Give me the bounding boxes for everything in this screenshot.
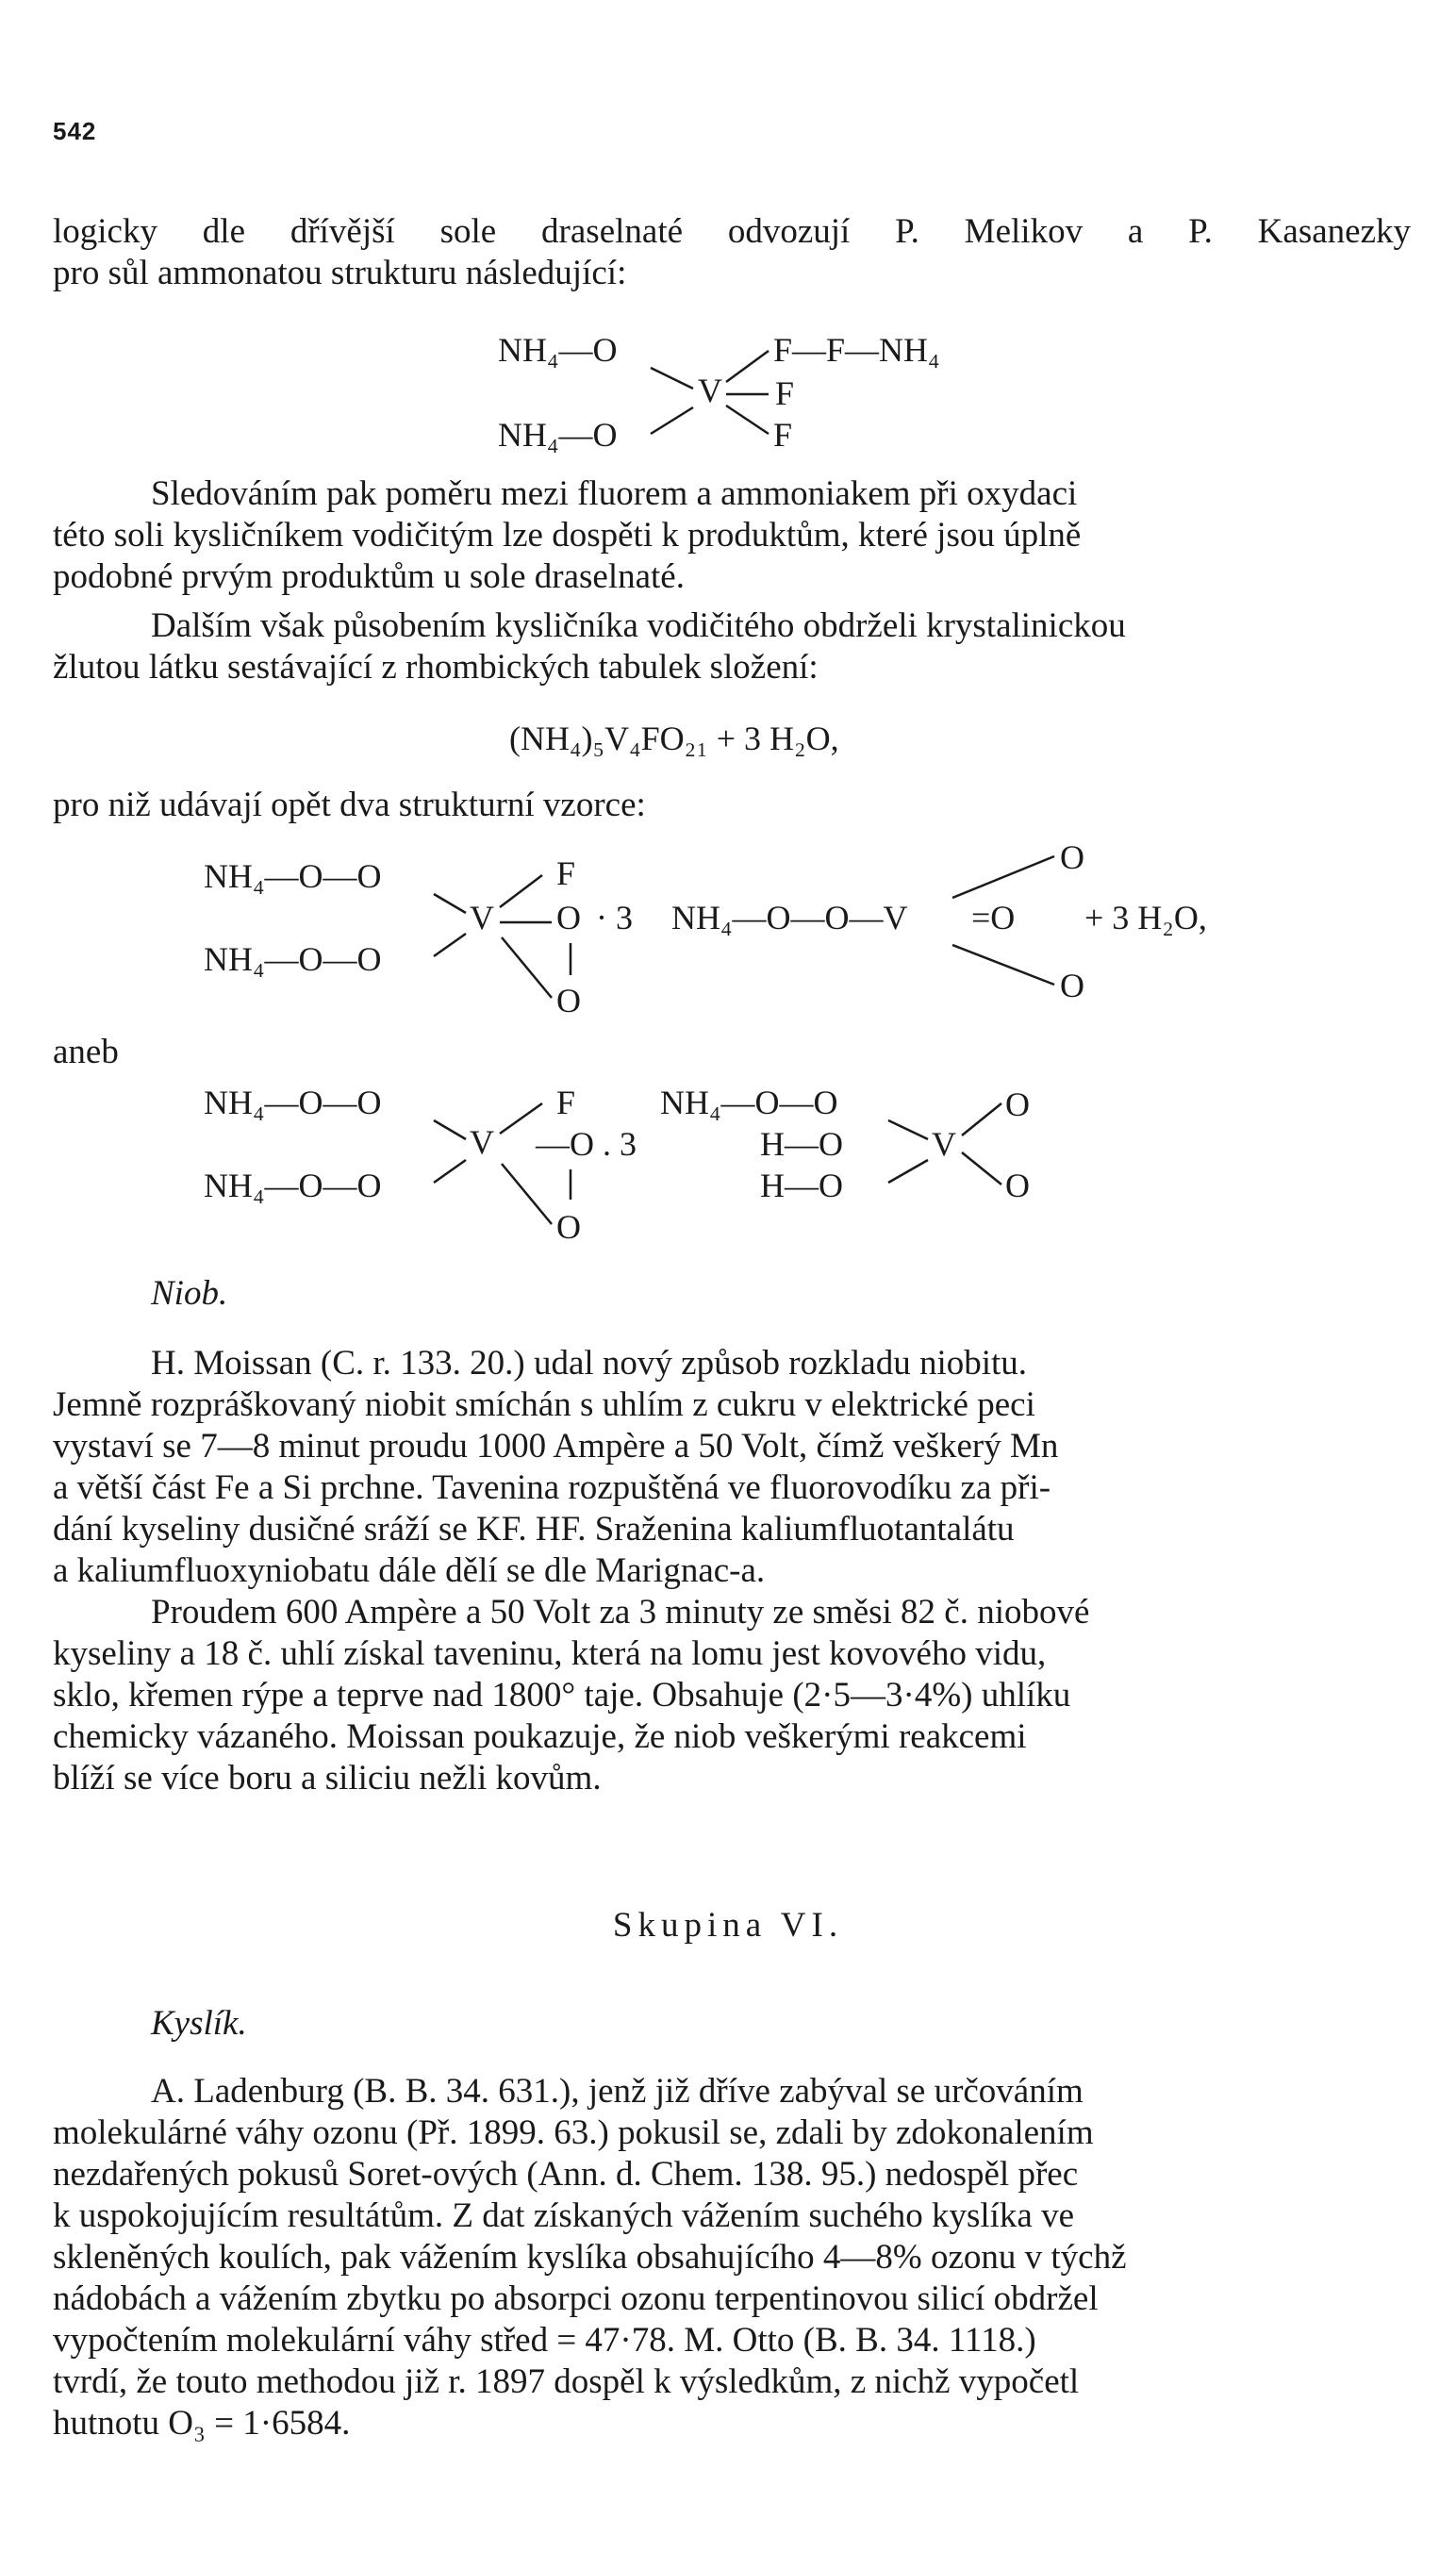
formula-atom: =O <box>971 899 1016 936</box>
formula-atom: NH₄—O—O—V <box>671 899 908 936</box>
text-line: sklo, křemen rýpe a teprve nad 1800° taje. Obsahuje (2·5—3·4%) uhlíku <box>53 1676 1071 1715</box>
formula-atom: NH₄—O—O <box>204 857 382 895</box>
formula-atom: F <box>556 854 576 892</box>
text-line: této soli kysličníkem vodičitým lze dospěti k produktům, které jsou úplně <box>53 516 1082 555</box>
formula-line: (NH₄)₅V₄FO₂₁ + 3 H₂O, <box>509 720 839 757</box>
text-line: Proudem 600 Ampère a 50 Volt za 3 minuty ze směsi 82 č. niobové <box>151 1593 1090 1632</box>
text-line: a větší část Fe a Si prchne. Tavenina rozpuštěná ve fluorovodíku za při- <box>53 1468 1051 1507</box>
formula-atom: F <box>773 416 793 454</box>
text-line: k uspokojujícím resultátům. Z dat získaných vážením suchého kyslíka ve <box>53 2196 1075 2235</box>
text-line: nezdařených pokusů Soret-ových (Ann. d. Chem. 138. 95.) nedospěl přec <box>53 2155 1079 2194</box>
formula-atom: H—O <box>760 1125 843 1163</box>
text-line: logicky dle dřívější sole draselnaté odvozují P. Melikov a P. Kasanezky <box>53 212 1411 251</box>
formula-atom: O <box>1060 967 1084 1004</box>
formula-atom: O <box>556 982 581 1019</box>
formula-atom: V <box>470 899 494 936</box>
section-kyslik: Kyslík. <box>151 2004 247 2043</box>
paragraph-kyslik <box>53 2071 1411 2444</box>
formula-atom: NH₄—O <box>498 416 618 454</box>
formula-atom: O <box>1005 1167 1030 1204</box>
formula-atom: NH₄—O—O <box>660 1084 838 1121</box>
text-line: hutnotu O₃ = 1·6584. <box>53 2404 351 2443</box>
text-line: podobné prvým produktům u sole draselnaté. <box>53 557 685 596</box>
formula-atom: V <box>698 372 722 409</box>
paragraph-niob-1 <box>53 1343 1411 1592</box>
formula-atom: V <box>470 1123 494 1161</box>
formula-atom: O <box>1060 838 1084 876</box>
text-line: vypočtením molekulární váhy střed = 47·78. M. Otto (B. B. 34. 1118.) <box>53 2321 1036 2360</box>
text-line: žlutou látku sestávající z rhombických tabulek složení: <box>53 648 819 687</box>
text-line: vystaví se 7—8 minut proudu 1000 Ampère a 50 Volt, čímž veškerý Mn <box>53 1427 1059 1466</box>
formula-atom: F <box>556 1084 576 1121</box>
paragraph-4: pro niž udávají opět dva strukturní vzorce: <box>53 786 646 824</box>
text-line: Jemně rozpráškovaný niobit smíchán s uhlím z cukru v elektrické peci <box>53 1385 1035 1424</box>
text-line: dání kyseliny dusičné sráží se KF. HF. Sraženina kaliumfluotantalátu <box>53 1510 1015 1549</box>
section-heading: Skupina VI. <box>612 1906 844 1945</box>
text-line: skleněných koulích, pak vážením kyslíka obsahujícího 4—8% ozonu v týchž <box>53 2238 1127 2277</box>
formula-atom: O <box>556 1208 581 1246</box>
paragraph-niob-2 <box>53 1592 1411 1799</box>
formula-coefficient: · 3 <box>596 899 633 936</box>
formula-atom: F <box>775 374 795 412</box>
page-number: 542 <box>53 117 97 145</box>
formula-atom: NH₄—O—O <box>204 1084 382 1121</box>
formula-atom: F—F—NH₄ <box>773 331 940 369</box>
text-line: nádobách a vážením zbytku po absorpci ozonu terpentinovou silicí obdržel <box>53 2279 1099 2318</box>
formula-atom: —O . 3 <box>536 1125 637 1163</box>
text-line: H. Moissan (C. r. 133. 20.) udal nový způsob rozkladu niobitu. <box>151 1344 1028 1383</box>
text-line: kyseliny a 18 č. uhlí získal taveninu, která na lomu jest kovového vidu, <box>53 1634 1047 1673</box>
aneb-label: aneb <box>53 1033 119 1071</box>
formula-atom: NH₄—O—O <box>204 940 382 978</box>
text-line: Sledováním pak poměru mezi fluorem a ammoniakem při oxydaci <box>151 474 1078 513</box>
text-line: a kaliumfluoxyniobatu dále dělí se dle Marignac-a. <box>53 1551 766 1590</box>
section-niob: Niob. <box>151 1274 228 1313</box>
text-line: blíží se více boru a siliciu nežli kovům. <box>53 1759 602 1798</box>
formula-atom: NH₄—O <box>498 331 618 369</box>
formula-atom: H—O <box>760 1167 843 1204</box>
formula-atom: O <box>1005 1085 1030 1123</box>
text-line: A. Ladenburg (B. B. 34. 631.), jenž již dříve zabýval se určováním <box>151 2072 1084 2111</box>
text-line: Dalším však působením kysličníka vodičitého obdrželi krystalinickou <box>151 606 1126 645</box>
text-line: chemicky vázaného. Moissan poukazuje, že niob veškerými reakcemi <box>53 1717 1027 1756</box>
text-line: pro sůl ammonatou strukturu následující: <box>53 254 627 292</box>
text-line: tvrdí, že touto methodou již r. 1897 dospěl k výsledkům, z nichž vypočetl <box>53 2362 1080 2401</box>
formula-atom: + 3 H₂O, <box>1084 899 1207 936</box>
formula-atom: NH₄—O—O <box>204 1167 382 1204</box>
text-line: molekulárné váhy ozonu (Př. 1899. 63.) pokusil se, zdali by zdokonalením <box>53 2113 1094 2152</box>
formula-atom: V <box>932 1125 956 1163</box>
formula-atom: O <box>556 899 581 936</box>
